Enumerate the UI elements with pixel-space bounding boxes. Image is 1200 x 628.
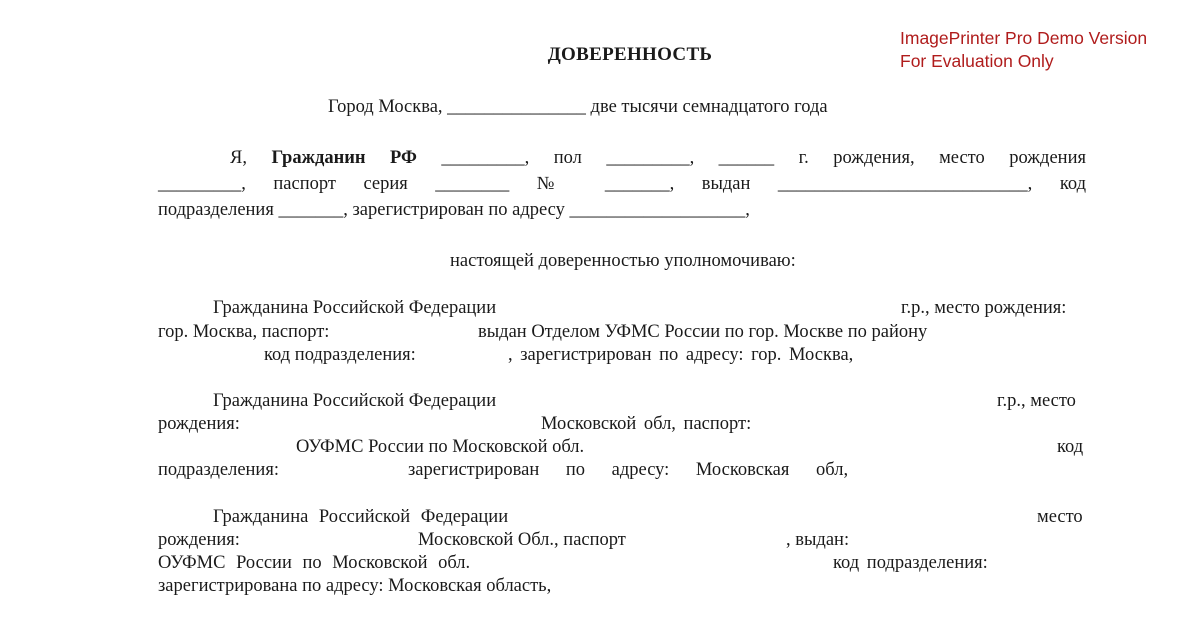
city-date-line: Город Москва, _______________ две тысячи семнадцатого года [328,97,828,117]
agent-1-line-1a: Гражданина Российской Федерации [213,298,497,318]
principal-line-1: Я, Гражданин РФ _________, пол _________, ______ г. рождения, место рождения [230,148,1086,168]
agent-2-line-3a: ОУФМС России по Московской обл. [296,437,585,457]
document-title: ДОВЕРЕННОСТЬ [547,44,713,65]
principal-line-2: _________, паспорт серия ________ № _______, выдан ___________________________, код [158,174,1086,194]
agent-2-line-4a: подразделения: [158,460,279,480]
agent-2-line-1a: Гражданина Российской Федерации [213,391,497,411]
agent-2-line-2a: рождения: [158,414,240,434]
agent-1-line-2a: гор. Москва, паспорт: [158,322,330,342]
agent-3-line-2b: Московской Обл., паспорт [418,530,626,550]
watermark-line-1: ImagePrinter Pro Demo Version [900,28,1148,48]
agent-3-line-3b: код подразделения: [833,553,988,573]
agent-3-line-2c: , выдан: [786,530,850,550]
agent-3-line-1a: Гражданина Российской Федерации [213,507,509,527]
agent-3-line-3a: ОУФМС России по Московской обл. [158,553,471,573]
agent-3-line-4: зарегистрирована по адресу: Московская область, [158,576,552,596]
agent-1-line-2b: выдан Отделом УФМС России по гор. Москве по району [478,322,928,342]
agent-1-line-1b: г.р., место рождения: [901,298,1067,318]
authorize-line: настоящей доверенностью уполномочиваю: [450,251,796,271]
agent-3-line-1b: место [1037,507,1083,527]
agent-2-line-1b: г.р., место [997,391,1076,411]
agent-3-line-2a: рождения: [158,530,240,550]
principal-line-3: подразделения _______, зарегистрирован по адресу ___________________, [158,200,750,220]
agent-2-line-2b: Московской обл, паспорт: [541,414,752,434]
agent-1-line-3b: , зарегистрирован по адресу: гор. Москва, [508,345,854,365]
principal-status: Гражданин РФ [271,148,417,168]
agent-1-line-3a: код подразделения: [264,345,416,365]
watermark-line-2: For Evaluation Only [900,51,1054,71]
agent-2-line-4b: зарегистрирован по адресу: Московская обл, [408,460,849,480]
agent-2-line-3b: код [1057,437,1084,457]
